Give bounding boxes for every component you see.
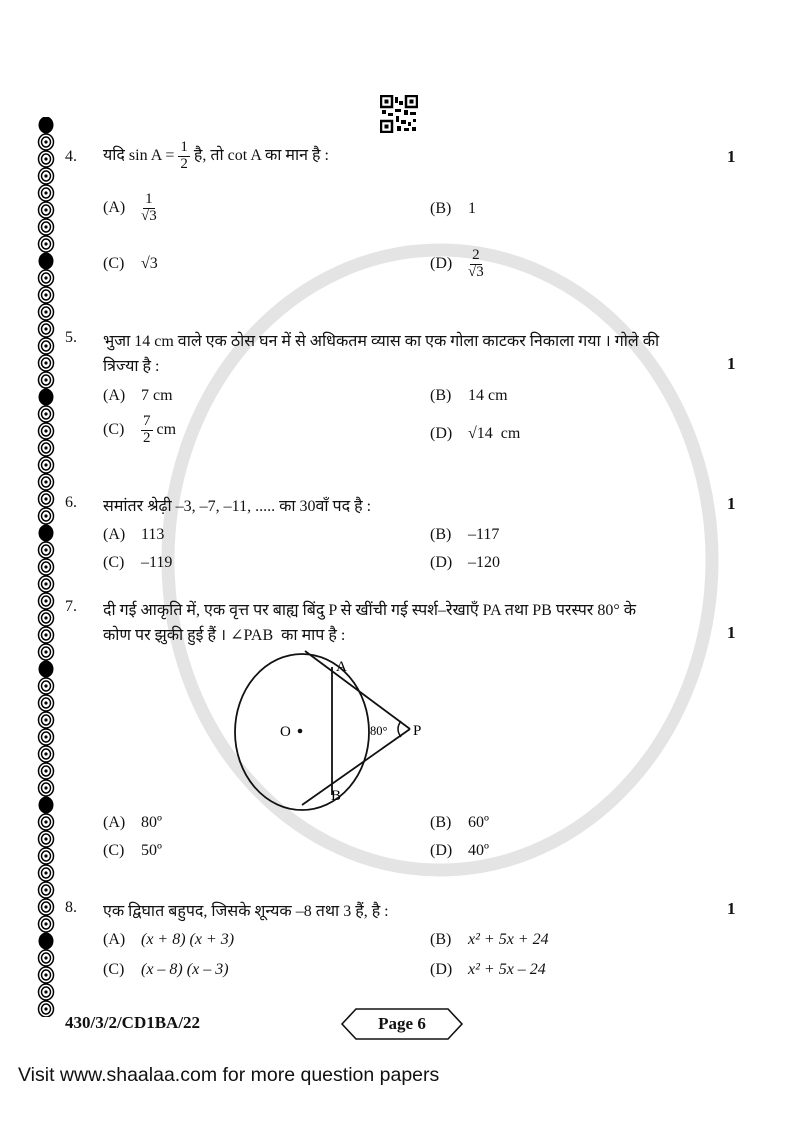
label-b: B [331, 788, 342, 804]
binding-ring-filled [39, 933, 54, 950]
binding-ring [39, 491, 54, 507]
option-text: 80º [141, 814, 162, 831]
binding-ring [39, 899, 54, 915]
page-number: Page 6 [378, 1014, 426, 1033]
binding-ring [39, 763, 54, 779]
binding-ring [39, 593, 54, 609]
binding-ring-filled [39, 253, 54, 270]
marks: 1 [727, 899, 736, 918]
binding-ring [39, 576, 54, 592]
binding-ring [39, 746, 54, 762]
marks: 1 [727, 494, 736, 513]
binding-ring [39, 1001, 54, 1017]
binding-ring [39, 882, 54, 898]
angle-label: 80° [370, 724, 388, 738]
binding-ring [39, 644, 54, 660]
fraction [178, 140, 190, 173]
binding-ring-filled [39, 117, 54, 134]
option-label: (A) [103, 198, 126, 216]
question-number: 7. [65, 598, 77, 615]
question-text: दी गई आकृति में, एक वृत्त पर बाह्य बिंदु P से खींची गई स्पर्श–रेखाएँ PA तथा PB परस्पर 80° के [103, 602, 637, 619]
option-label: (C) [103, 842, 125, 859]
denominator: 2 [180, 155, 188, 172]
binding-ring [39, 831, 54, 847]
binding-ring [39, 338, 54, 354]
tangent-circle-figure [220, 645, 450, 815]
denominator: 2 [143, 429, 151, 446]
option-text: 14 cm [468, 387, 508, 404]
option-label: (D) [430, 842, 453, 859]
option-label: (A) [103, 526, 126, 543]
question-number: 5. [65, 329, 77, 346]
tangent-pa [305, 651, 410, 729]
binding-ring [39, 185, 54, 201]
option-text: (x + 8) (x + 3) [141, 931, 235, 948]
option-label: (A) [103, 387, 126, 404]
binding-rings [36, 117, 56, 1017]
option-label: (A) [103, 931, 126, 948]
option-label: (B) [430, 931, 452, 948]
option-label: (C) [103, 961, 125, 978]
option-text: (x – 8) (x – 3) [141, 961, 229, 978]
option-label: (A) [103, 814, 126, 831]
option-text: x² + 5x – 24 [468, 961, 546, 978]
numerator: 2 [472, 247, 480, 263]
label-o: O [280, 724, 291, 740]
tangent-pb [302, 729, 410, 805]
binding-ring [39, 355, 54, 371]
option-a [103, 931, 234, 949]
binding-ring [39, 423, 54, 439]
binding-ring [39, 202, 54, 218]
visit-link-text[interactable]: Visit www.shaalaa.com for more question papers [18, 1064, 440, 1086]
binding-ring [39, 406, 54, 422]
binding-ring [39, 304, 54, 320]
binding-ring [39, 678, 54, 694]
denominator: √3 [141, 207, 157, 224]
binding-ring-filled [39, 389, 54, 406]
option-text: 50º [141, 842, 162, 859]
binding-ring [39, 134, 54, 150]
option-label: (C) [103, 554, 125, 571]
page-number-badge [340, 1008, 464, 1040]
binding-ring [39, 814, 54, 830]
question-text: यदि sin A = [103, 146, 175, 164]
denominator: √3 [468, 263, 484, 280]
option-label: (B) [430, 387, 452, 404]
option-d [430, 842, 489, 860]
option-d [430, 425, 520, 443]
binding-ring [39, 559, 54, 575]
binding-ring-filled [39, 525, 54, 542]
binding-ring [39, 219, 54, 235]
option-a [103, 814, 162, 832]
binding-ring [39, 950, 54, 966]
numerator: 7 [143, 413, 151, 429]
option-c [103, 255, 158, 273]
option-label: (B) [430, 200, 452, 217]
binding-ring [39, 712, 54, 728]
binding-ring [39, 236, 54, 252]
option-text: x² + 5x + 24 [468, 931, 549, 948]
unit: cm [156, 420, 177, 438]
option-b [430, 200, 476, 218]
binding-ring [39, 474, 54, 490]
binding-ring [39, 610, 54, 626]
option-text: 113 [141, 526, 165, 543]
binding-ring [39, 848, 54, 864]
option-b [430, 387, 508, 405]
binding-ring [39, 780, 54, 796]
marks: 1 [727, 623, 736, 642]
label-a: A [336, 659, 347, 675]
binding-ring [39, 695, 54, 711]
binding-ring [39, 168, 54, 184]
option-d [430, 961, 546, 979]
question-text: समांतर श्रेढ़ी –3, –7, –11, ..... का 30वाँ पद है : [103, 498, 372, 515]
option-label: (B) [430, 814, 452, 831]
question-4-text [103, 140, 329, 173]
fraction [141, 414, 153, 447]
option-text: 40º [468, 842, 489, 859]
qr-code-icon [380, 95, 418, 133]
numerator: 1 [145, 191, 153, 207]
question-text: है, तो cot A का मान है : [193, 146, 329, 164]
option-c [103, 414, 176, 447]
binding-ring [39, 372, 54, 388]
option-text: –117 [468, 526, 500, 543]
question-number: 6. [65, 494, 77, 511]
option-text: 1 [468, 200, 476, 217]
option-label: (B) [430, 526, 452, 543]
binding-ring-filled [39, 661, 54, 678]
paper-code: 430/3/2/CD1BA/22 [65, 1013, 201, 1032]
option-text: –119 [141, 554, 173, 571]
option-label: (D) [430, 554, 453, 571]
question-text: भुजा 14 cm वाले एक ठोस घन में से अधिकतम व्यास का एक गोला काटकर निकाला गया । गोले की [103, 333, 660, 350]
option-a [103, 526, 164, 544]
option-c [103, 842, 162, 860]
option-text: √3 [141, 255, 158, 272]
option-label: (D) [430, 254, 453, 272]
option-c [103, 554, 172, 572]
question-text: एक द्विघात बहुपद, जिसके शून्यक –8 तथा 3 हैं, है : [103, 903, 389, 920]
option-label: (D) [430, 425, 453, 442]
option-d [430, 554, 500, 572]
question-number: 8. [65, 899, 77, 916]
option-b [430, 526, 499, 544]
marks: 1 [727, 147, 736, 166]
binding-ring [39, 440, 54, 456]
marks: 1 [727, 354, 736, 373]
question-text: कोण पर झुकी हुई हैं । ∠PAB का माप है : [103, 627, 346, 644]
binding-ring [39, 967, 54, 983]
option-text: –120 [468, 554, 500, 571]
option-b [430, 931, 549, 949]
option-text: 60º [468, 814, 489, 831]
option-c [103, 961, 229, 979]
option-a [103, 192, 157, 225]
option-label: (C) [103, 255, 125, 272]
binding-ring [39, 321, 54, 337]
question-number: 4. [65, 148, 77, 165]
option-a [103, 387, 173, 405]
binding-ring [39, 542, 54, 558]
binding-ring [39, 984, 54, 1000]
binding-ring [39, 627, 54, 643]
numerator: 1 [180, 139, 188, 155]
fraction [141, 192, 157, 225]
label-p: P [413, 723, 422, 739]
binding-ring [39, 457, 54, 473]
binding-ring-filled [39, 797, 54, 814]
binding-ring [39, 729, 54, 745]
option-text: 7 cm [141, 387, 173, 404]
binding-ring [39, 865, 54, 881]
center-point [298, 729, 303, 734]
option-label: (C) [103, 420, 125, 438]
fraction [468, 248, 484, 281]
binding-ring [39, 270, 54, 286]
option-d [430, 248, 484, 281]
binding-ring [39, 916, 54, 932]
binding-ring [39, 151, 54, 167]
question-text: त्रिज्या है : [103, 358, 160, 375]
option-text: √14 cm [468, 425, 521, 442]
binding-ring [39, 287, 54, 303]
option-label: (D) [430, 961, 453, 978]
option-b [430, 814, 489, 832]
binding-ring [39, 508, 54, 524]
